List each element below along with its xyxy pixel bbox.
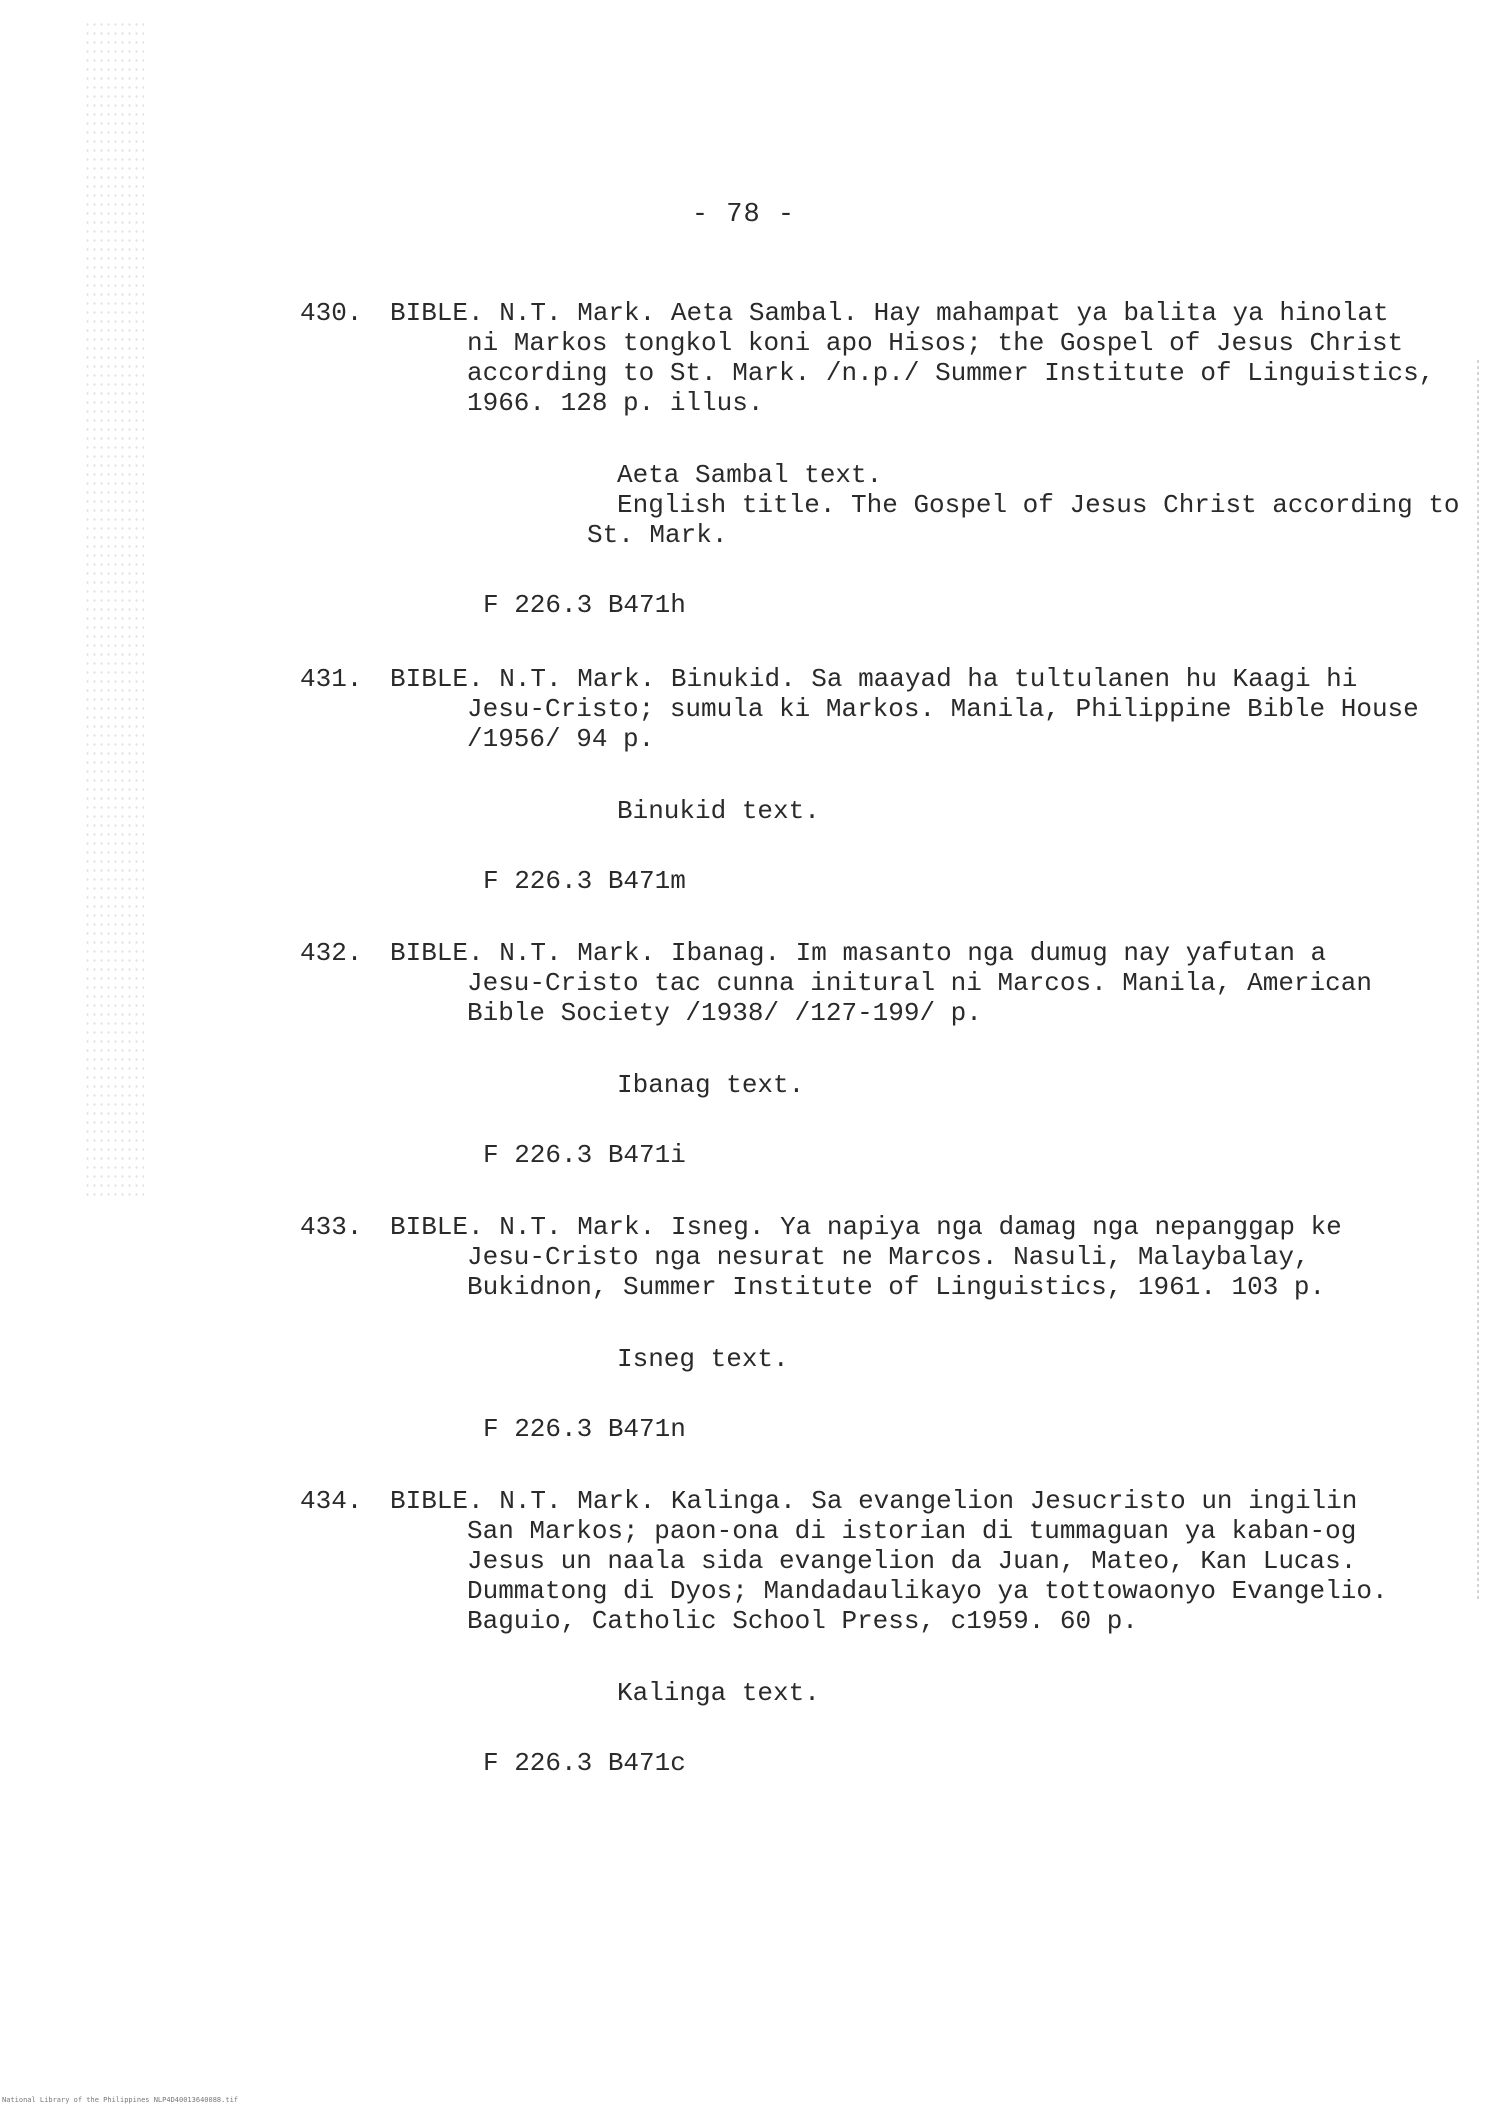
entry-notes — [390, 460, 1460, 550]
entry-notes — [390, 1070, 1430, 1100]
entry-citation — [390, 298, 1460, 620]
entry-number: 433. — [300, 1212, 363, 1242]
note-line: English title. The Gospel of Jesus Christ according to — [617, 490, 1460, 520]
citation-line: BIBLE. N.T. Mark. Binukid. Sa maayad ha tultulanen hu Kaagi hi — [390, 664, 1358, 694]
bibliography-entry — [300, 1486, 1430, 1778]
citation-line: Jesus un naala sida evangelion da Juan, Mateo, Kan Lucas. — [467, 1546, 1357, 1576]
citation-line: BIBLE. N.T. Mark. Aeta Sambal. Hay mahampat ya balita ya hinolat — [390, 298, 1389, 328]
page-number: - 78 - — [691, 200, 796, 230]
citation-line: BIBLE. N.T. Mark. Ibanag. Im masanto nga dumug nay yafutan a — [390, 938, 1327, 968]
entry-notes — [390, 1344, 1430, 1374]
note-line: Ibanag text. — [617, 1070, 805, 1100]
bibliography-entry — [300, 298, 1460, 620]
note-line: Aeta Sambal text. — [617, 460, 883, 490]
citation-line: BIBLE. N.T. Mark. Kalinga. Sa evangelion Jesucristo un ingilin — [390, 1486, 1358, 1516]
entry-notes — [390, 1678, 1430, 1708]
citation-line: San Markos; paon-ona di istorian di tummaguan ya kaban-og — [467, 1516, 1357, 1546]
scan-footer: National Library of the Philippines NLP4D40013640088.tif — [2, 2096, 239, 2104]
citation-line: Bukidnon, Summer Institute of Linguistics, 1961. 103 p. — [467, 1272, 1326, 1302]
call-number: F 226.3 B471m — [483, 866, 686, 896]
citation-line: Bible Society /1938/ /127-199/ p. — [467, 998, 982, 1028]
margin-scan-line — [1477, 360, 1479, 1600]
citation-line: Baguio, Catholic School Press, c1959. 60 p. — [467, 1606, 1138, 1636]
bibliography-entry — [300, 664, 1430, 896]
citation-line: Dummatong di Dyos; Mandadaulikayo ya tottowaonyo Evangelio. — [467, 1576, 1388, 1606]
citation-line: 1966. 128 p. illus. — [467, 388, 764, 418]
entry-citation — [390, 1486, 1430, 1778]
note-line: Binukid text. — [617, 796, 820, 826]
call-number: F 226.3 B471h — [483, 590, 686, 620]
entry-number: 431. — [300, 664, 363, 694]
citation-line: Jesu-Cristo nga nesurat ne Marcos. Nasuli, Malaybalay, — [467, 1242, 1310, 1272]
bibliography-entry — [300, 1212, 1430, 1444]
citation-line: BIBLE. N.T. Mark. Isneg. Ya napiya nga damag nga nepanggap ke — [390, 1212, 1342, 1242]
entry-number: 432. — [300, 938, 363, 968]
entry-number: 430. — [300, 298, 363, 328]
entry-citation — [390, 1212, 1430, 1444]
call-number: F 226.3 B471c — [483, 1748, 686, 1778]
citation-line: Jesu-Cristo tac cunna initural ni Marcos. Manila, American — [467, 968, 1372, 998]
citation-line: /1956/ 94 p. — [467, 724, 655, 754]
citation-line: according to St. Mark. /n.p./ Summer Institute of Linguistics, — [467, 358, 1435, 388]
call-number: F 226.3 B471i — [483, 1140, 686, 1170]
bibliography-entry — [300, 938, 1430, 1170]
citation-line: ni Markos tongkol koni apo Hisos; the Gospel of Jesus Christ — [467, 328, 1404, 358]
note-line: Isneg text. — [617, 1344, 789, 1374]
entry-citation — [390, 938, 1430, 1170]
entry-number: 434. — [300, 1486, 363, 1516]
citation-line: Jesu-Cristo; sumula ki Markos. Manila, Philippine Bible House — [467, 694, 1419, 724]
call-number: F 226.3 B471n — [483, 1414, 686, 1444]
entry-citation — [390, 664, 1430, 896]
margin-speckle — [84, 20, 144, 1200]
note-line: Kalinga text. — [617, 1678, 820, 1708]
note-line: St. Mark. — [587, 520, 728, 550]
entry-notes — [390, 796, 1430, 826]
